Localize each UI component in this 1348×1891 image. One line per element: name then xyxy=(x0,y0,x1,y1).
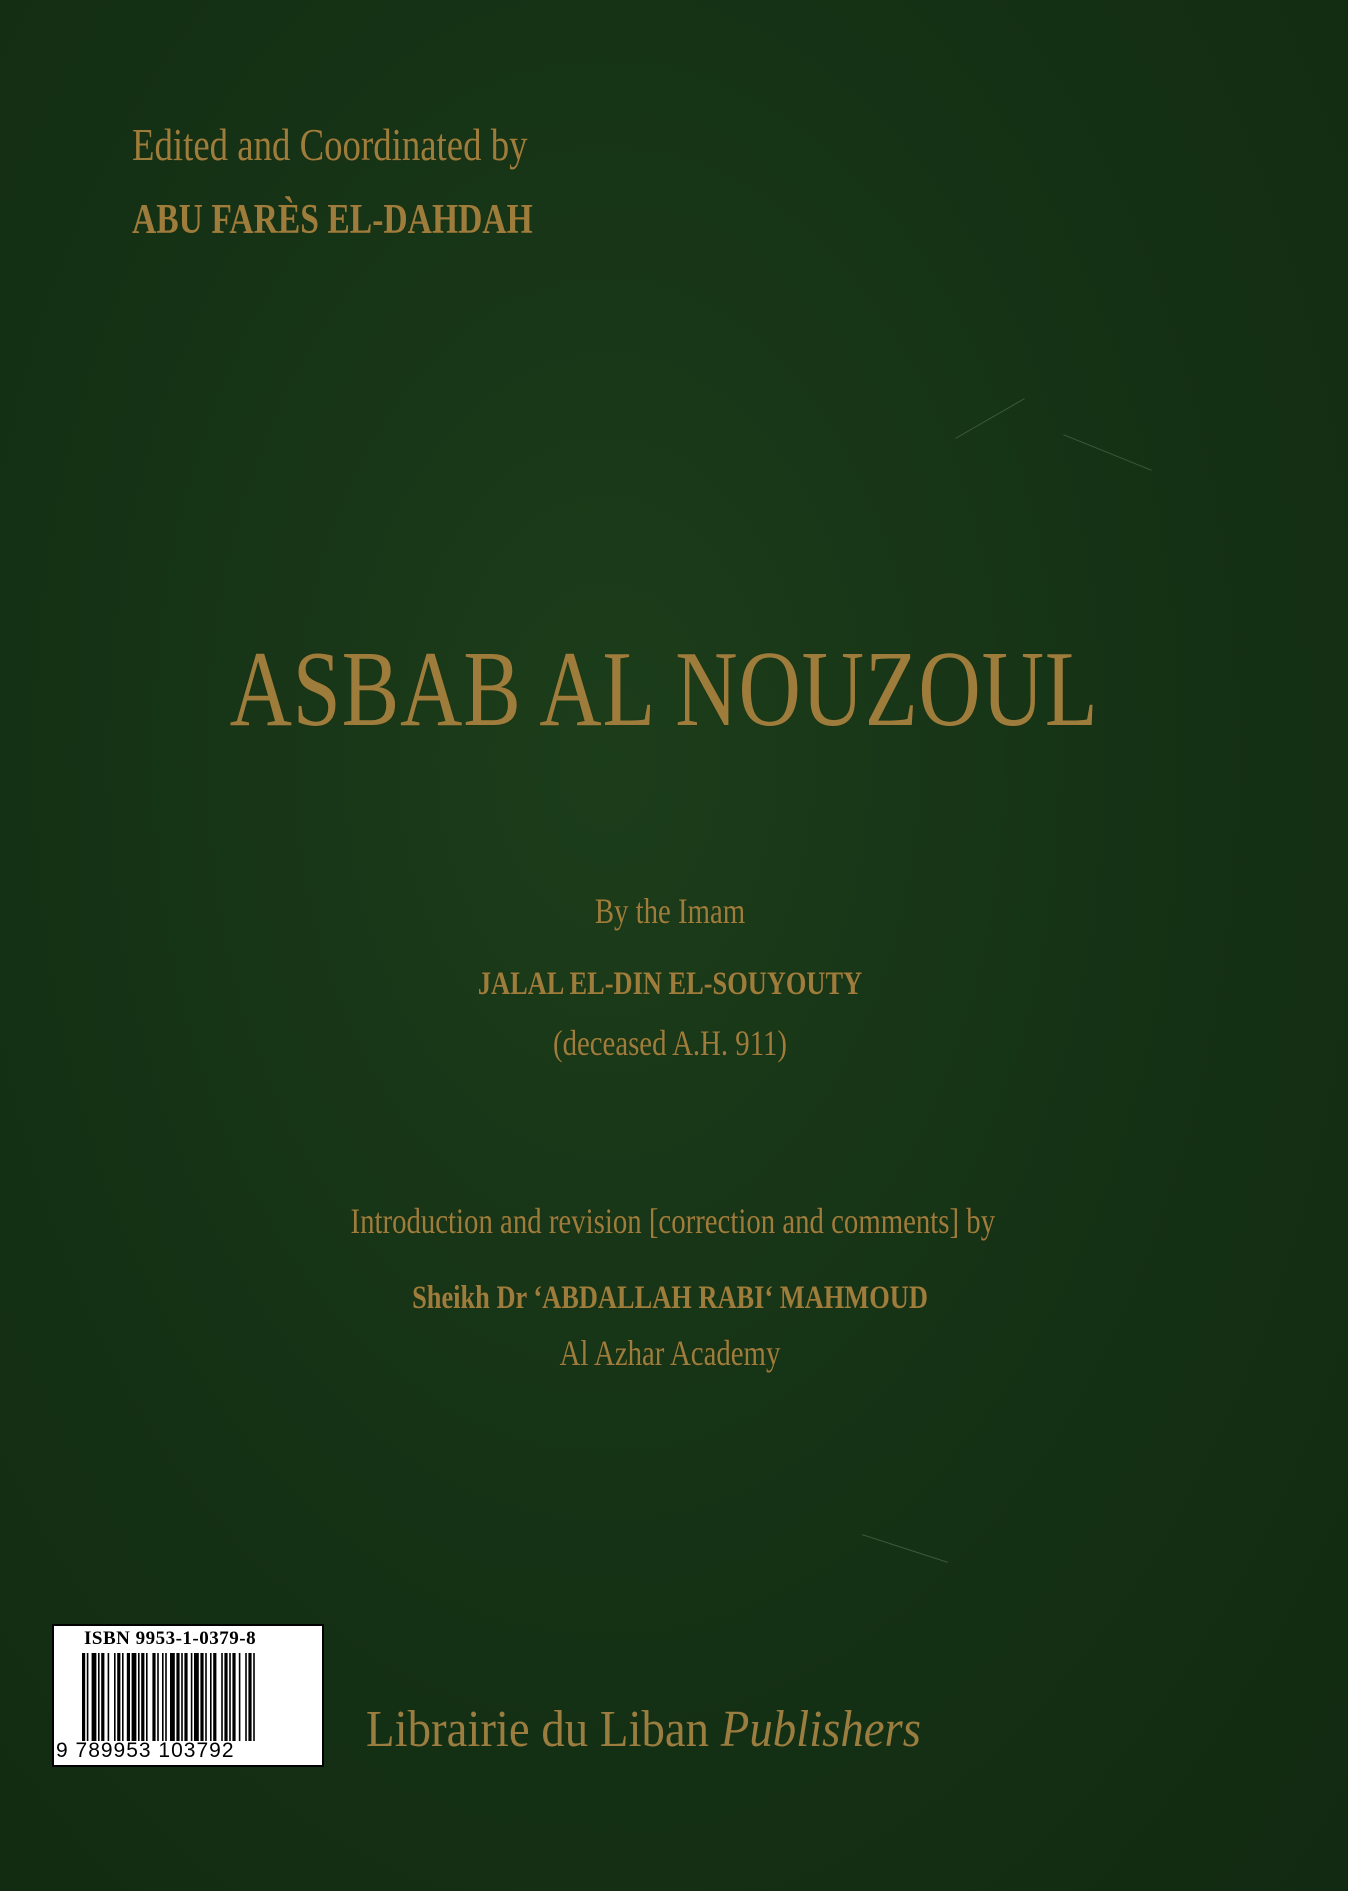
barcode-bar xyxy=(132,1653,137,1741)
barcode-bar xyxy=(162,1653,164,1741)
barcode-bar xyxy=(191,1653,193,1741)
author-by-label: By the Imam xyxy=(594,891,746,931)
barcode-bar xyxy=(229,1653,231,1741)
author-name: JALAL EL-DIN EL-SOUYOUTY xyxy=(477,966,863,1002)
barcode-bar xyxy=(224,1653,227,1741)
barcode-bar xyxy=(157,1653,159,1741)
barcode-bar xyxy=(181,1653,183,1741)
publisher-suffix: Publishers xyxy=(720,1701,921,1758)
barcode-bar xyxy=(114,1653,116,1741)
barcode-bar xyxy=(205,1653,207,1741)
barcode-bar xyxy=(108,1653,110,1741)
author-death-date: (deceased A.H. 911) xyxy=(552,1023,788,1063)
barcode-bar xyxy=(122,1653,124,1741)
barcode-bar xyxy=(210,1653,212,1741)
barcode-bar xyxy=(184,1653,187,1741)
barcode-bar xyxy=(170,1653,175,1741)
barcode-bar xyxy=(194,1653,199,1741)
barcode-bar xyxy=(176,1653,179,1741)
barcode-bar xyxy=(213,1653,216,1741)
barcode-bar xyxy=(152,1653,155,1741)
publisher-name: Librairie du Liban xyxy=(366,1701,710,1758)
barcode-bar xyxy=(245,1653,247,1741)
barcode-bars xyxy=(82,1653,314,1741)
barcode-bar xyxy=(146,1653,148,1741)
reviser-name: Sheikh Dr ‘ABDALLAH RABI‘ MAHMOUD xyxy=(412,1280,928,1316)
barcode-bar xyxy=(117,1653,120,1741)
barcode-bar xyxy=(101,1653,104,1741)
barcode-bar xyxy=(87,1653,89,1741)
barcode-bar xyxy=(92,1653,97,1741)
barcode-bar xyxy=(82,1653,85,1741)
isbn-barcode xyxy=(52,1624,324,1767)
surface-scratch xyxy=(1063,434,1151,471)
barcode-bar xyxy=(127,1653,130,1741)
barcode-bar xyxy=(141,1653,144,1741)
barcode-bar xyxy=(239,1653,241,1741)
barcode-bar xyxy=(248,1653,251,1741)
barcode-bar xyxy=(253,1653,255,1741)
barcode-bar xyxy=(200,1653,203,1741)
barcode-bar xyxy=(165,1653,167,1741)
barcode-bar xyxy=(232,1653,235,1741)
book-title: ASBAB AL NOUZOUL xyxy=(229,630,1099,749)
barcode-bar xyxy=(98,1653,100,1741)
barcode-bar xyxy=(221,1653,223,1741)
isbn-number: ISBN 9953-1-0379-8 xyxy=(84,1628,257,1649)
barcode-digits: 9 789953 103792 xyxy=(56,1739,235,1762)
editor-name: ABU FARÈS EL-DAHDAH xyxy=(132,197,533,243)
editor-label: Edited and Coordinated by xyxy=(132,119,528,170)
surface-scratch xyxy=(862,1534,948,1563)
barcode-bar xyxy=(138,1653,140,1741)
surface-scratch xyxy=(955,398,1025,439)
reviser-affiliation: Al Azhar Academy xyxy=(559,1333,781,1373)
revision-label: Introduction and revision [correction and comments] by xyxy=(350,1201,996,1241)
publisher-imprint xyxy=(366,1700,921,1759)
